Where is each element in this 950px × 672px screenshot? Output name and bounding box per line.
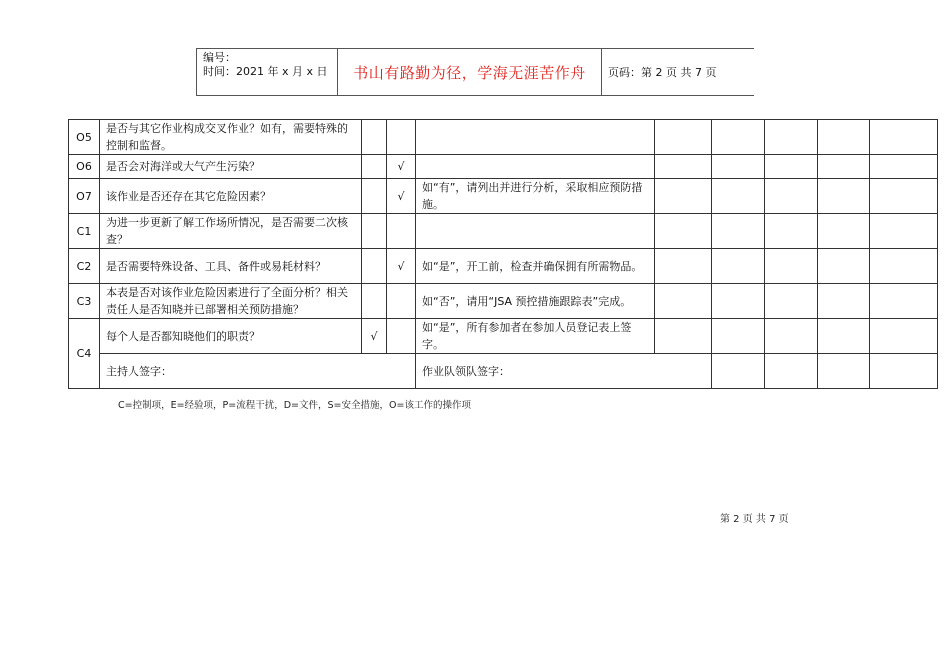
row-code: C1 <box>69 214 100 249</box>
table-row <box>69 214 938 249</box>
row-no-mark: √ <box>387 249 416 284</box>
host-signature: 主持人签字： <box>100 354 416 389</box>
number-label: 编号： <box>203 51 236 64</box>
row-note: 如“有”，请列出并进行分析，采取相应预防措施。 <box>416 179 655 214</box>
blank-cell <box>870 179 938 214</box>
time-label: 时间：2021 年 x 月 x 日 <box>203 65 328 78</box>
blank-cell <box>870 155 938 179</box>
blank-cell <box>870 319 938 354</box>
table-row <box>69 179 938 214</box>
blank-cell <box>712 214 765 249</box>
header-info <box>196 49 338 95</box>
blank-cell <box>818 214 870 249</box>
blank-cell <box>655 249 712 284</box>
blank-cell <box>765 354 818 389</box>
row-note: 如“是”，所有参加者在参加人员登记表上签字。 <box>416 319 655 354</box>
row-question: 是否需要特殊设备、工具、备件或易耗材料？ <box>100 249 362 284</box>
row-yes-mark <box>362 179 387 214</box>
blank-cell <box>765 319 818 354</box>
blank-cell <box>655 179 712 214</box>
footer-page-number: 第 2 页 共 7 页 <box>720 514 789 525</box>
row-code: C3 <box>69 284 100 319</box>
blank-cell <box>818 284 870 319</box>
page-header <box>196 48 754 96</box>
blank-cell <box>765 249 818 284</box>
row-question: 是否与其它作业构成交叉作业？如有，需要特殊的控制和监督。 <box>100 120 362 155</box>
row-question: 为进一步更新了解工作场所情况，是否需要二次核查？ <box>100 214 362 249</box>
legend-note: C=控制项，E=经验项，P=流程干扰，D=文件，S=安全措施，O=该工作的操作项 <box>118 400 471 411</box>
blank-cell <box>712 179 765 214</box>
blank-cell <box>712 284 765 319</box>
row-question: 本表是否对该作业危险因素进行了全面分析？相关责任人是否知晓并已部署相关预防措施？ <box>100 284 362 319</box>
row-code: O7 <box>69 179 100 214</box>
row-note: 如“是”，开工前，检查并确保拥有所需物品。 <box>416 249 655 284</box>
row-question: 是否会对海洋或大气产生污染？ <box>100 155 362 179</box>
blank-cell <box>765 284 818 319</box>
row-question: 该作业是否还存在其它危险因素？ <box>100 179 362 214</box>
row-note: 如“否”，请用“JSA 预控措施跟踪表”完成。 <box>416 284 655 319</box>
table-row <box>69 120 938 155</box>
row-yes-mark <box>362 120 387 155</box>
motto: 书山有路勤为径，学海无涯苦作舟 <box>338 49 602 95</box>
row-yes-mark <box>362 284 387 319</box>
row-no-mark <box>387 284 416 319</box>
page-label: 页码：第 2 页 共 7 页 <box>608 66 717 79</box>
blank-cell <box>818 319 870 354</box>
table-row <box>69 155 938 179</box>
row-yes-mark: √ <box>362 319 387 354</box>
row-code: C2 <box>69 249 100 284</box>
checklist-table <box>68 119 938 389</box>
signature-row <box>69 354 938 389</box>
blank-cell <box>818 354 870 389</box>
blank-cell <box>712 319 765 354</box>
blank-cell <box>765 214 818 249</box>
blank-cell <box>655 155 712 179</box>
leader-signature: 作业队领队签字： <box>416 354 712 389</box>
blank-cell <box>870 284 938 319</box>
blank-cell <box>818 179 870 214</box>
blank-cell <box>870 120 938 155</box>
row-yes-mark <box>362 155 387 179</box>
row-question: 每个人是否都知晓他们的职责？ <box>100 319 362 354</box>
table-row <box>69 249 938 284</box>
blank-cell <box>712 120 765 155</box>
row-no-mark: √ <box>387 179 416 214</box>
row-yes-mark <box>362 214 387 249</box>
row-no-mark <box>387 319 416 354</box>
row-code: C4 <box>69 319 100 389</box>
row-code: O5 <box>69 120 100 155</box>
row-code: O6 <box>69 155 100 179</box>
row-no-mark <box>387 120 416 155</box>
row-note <box>416 214 655 249</box>
row-no-mark: √ <box>387 155 416 179</box>
row-note <box>416 155 655 179</box>
blank-cell <box>655 120 712 155</box>
row-no-mark <box>387 214 416 249</box>
blank-cell <box>818 155 870 179</box>
blank-cell <box>655 284 712 319</box>
blank-cell <box>818 120 870 155</box>
blank-cell <box>655 214 712 249</box>
row-yes-mark <box>362 249 387 284</box>
blank-cell <box>765 179 818 214</box>
table-row <box>69 284 938 319</box>
blank-cell <box>870 214 938 249</box>
table-row <box>69 319 938 354</box>
blank-cell <box>712 155 765 179</box>
blank-cell <box>765 120 818 155</box>
row-note <box>416 120 655 155</box>
blank-cell <box>712 249 765 284</box>
blank-cell <box>712 354 765 389</box>
blank-cell <box>765 155 818 179</box>
blank-cell <box>870 249 938 284</box>
blank-cell <box>655 319 712 354</box>
blank-cell <box>818 249 870 284</box>
blank-cell <box>870 354 938 389</box>
